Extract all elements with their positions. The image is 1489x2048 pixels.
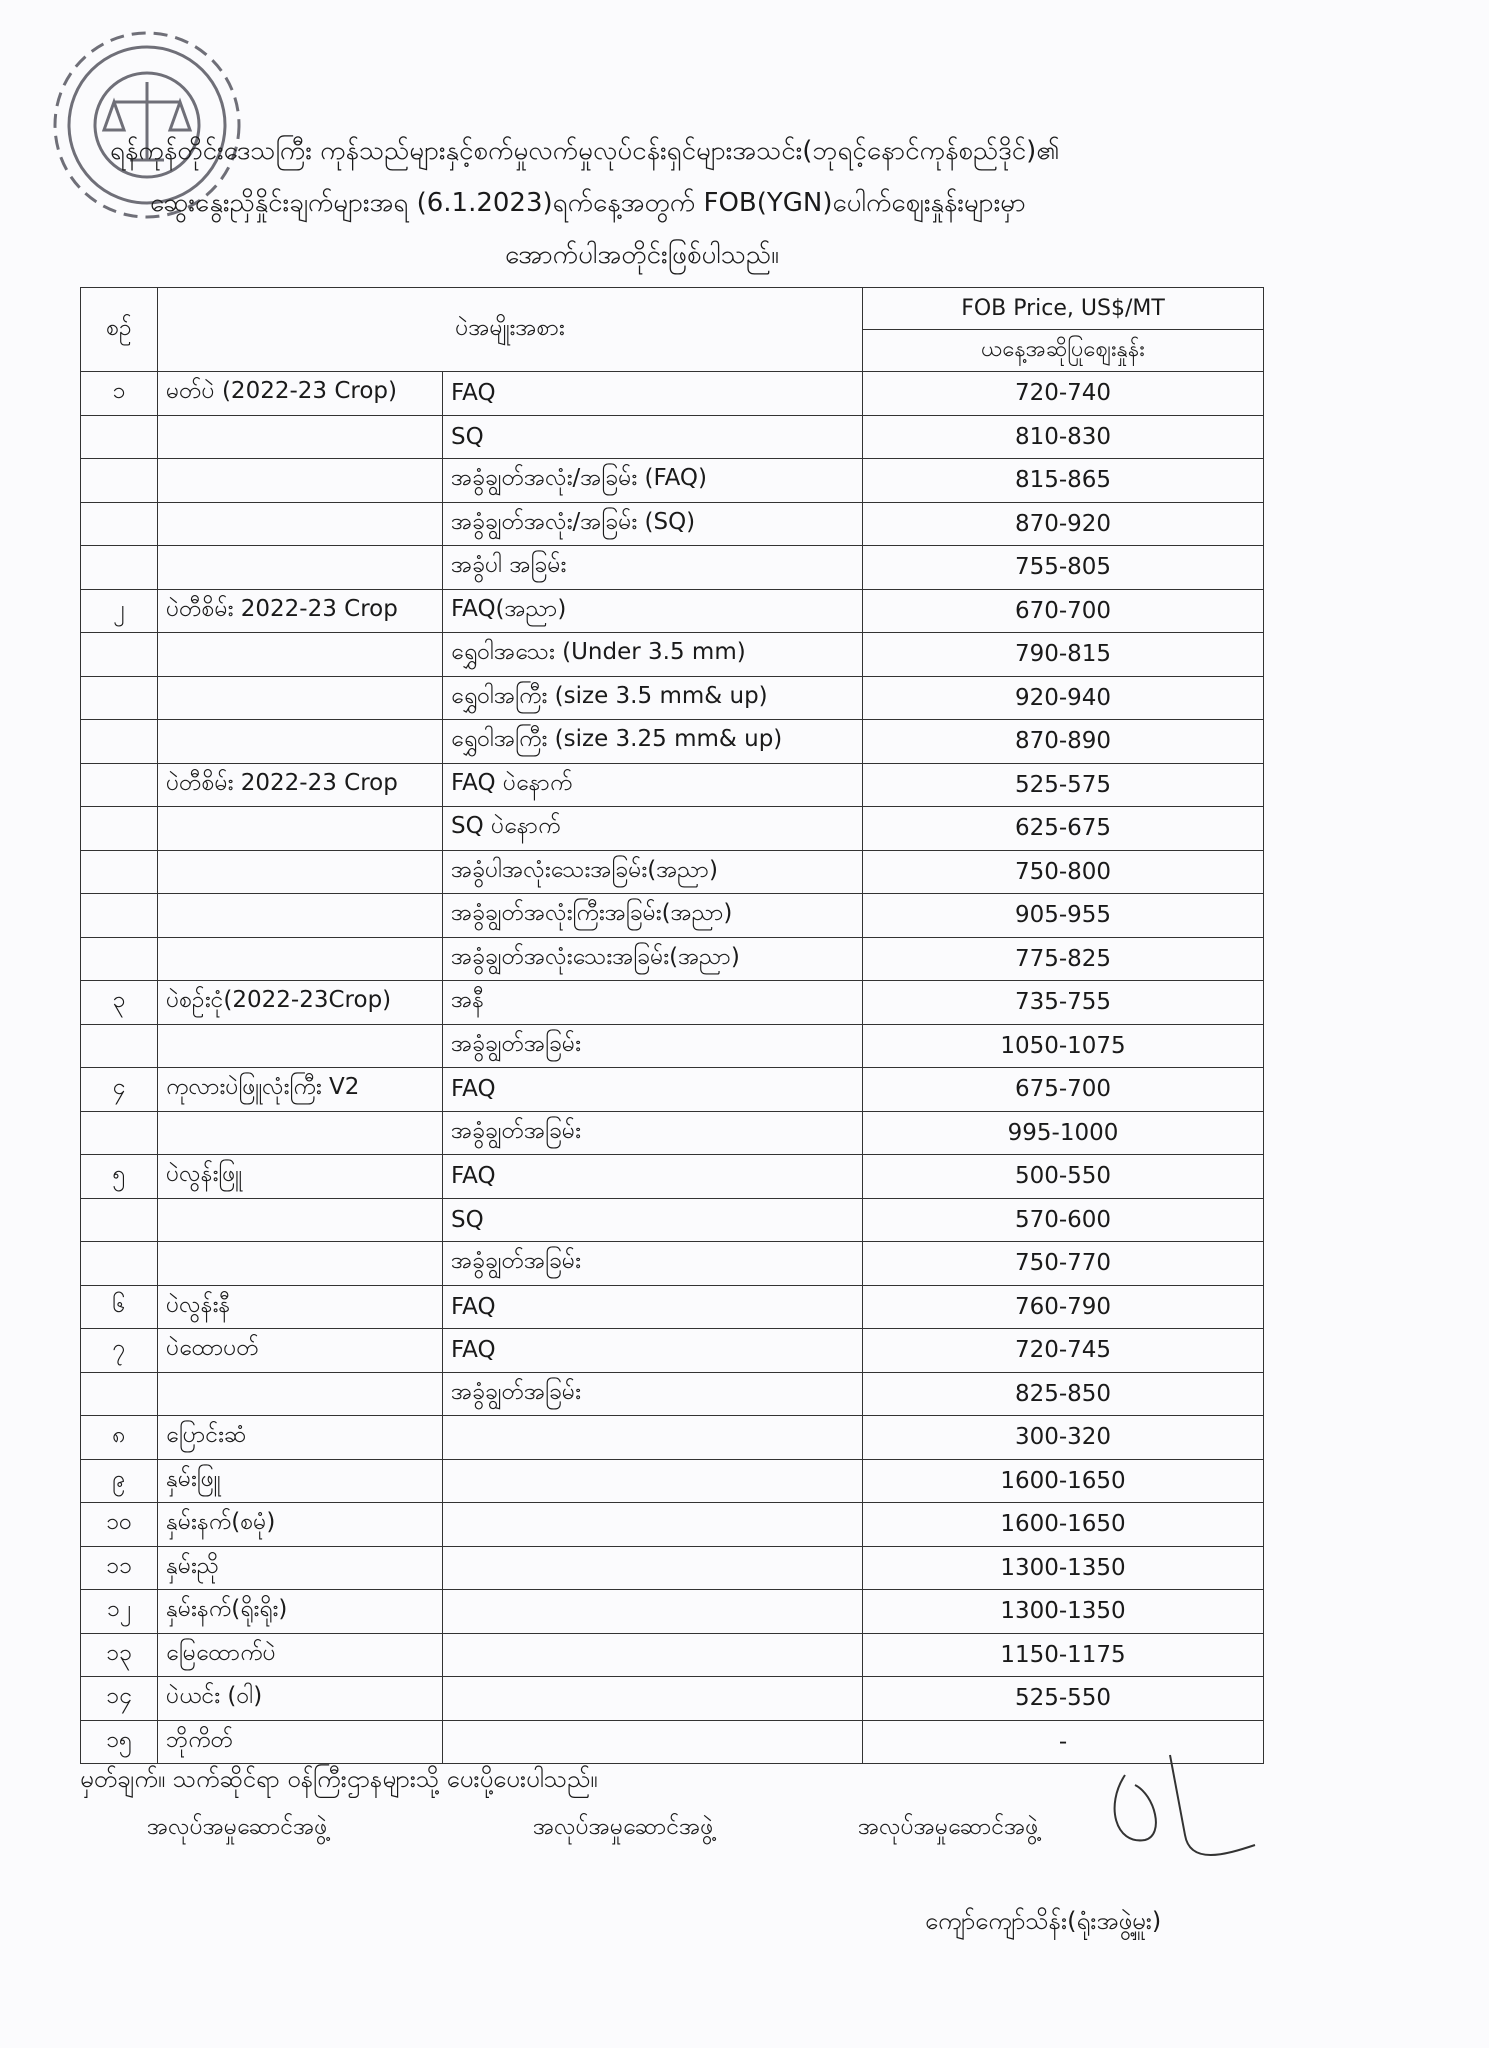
row-bean-name: ပဲယင်း (ဝါ) — [158, 1677, 443, 1721]
row-bean-name: ပဲလွန်းဖြူ — [158, 1155, 443, 1199]
row-grade: အခွံချွတ်အခြမ်း — [443, 1111, 863, 1155]
row-bean-name: ပြောင်းဆံ — [158, 1416, 443, 1460]
row-price: 1300-1350 — [863, 1590, 1264, 1634]
row-bean-name — [158, 894, 443, 938]
row-price: 870-890 — [863, 720, 1264, 764]
row-bean-name — [158, 676, 443, 720]
row-grade — [443, 1590, 863, 1634]
row-grade: အခွံပါ အခြမ်း — [443, 546, 863, 590]
row-bean-name: ပဲလွန်းနီ — [158, 1285, 443, 1329]
row-grade — [443, 1546, 863, 1590]
table-row — [81, 1459, 1264, 1503]
row-bean-name — [158, 1242, 443, 1286]
row-grade: FAQ — [443, 372, 863, 416]
table-row — [81, 1155, 1264, 1199]
row-bean-name — [158, 459, 443, 503]
row-number — [81, 1242, 158, 1286]
table-row — [81, 415, 1264, 459]
row-bean-name — [158, 546, 443, 590]
table-row — [81, 1633, 1264, 1677]
row-bean-name: ပဲထောပတ် — [158, 1329, 443, 1373]
row-price: - — [863, 1720, 1264, 1764]
row-grade: ရွှေဝါအကြီး (size 3.25 mm& up) — [443, 720, 863, 764]
header-line-2: ဆွေးနွေးညှိနှိုင်းချက်များအရ (6.1.2023)ရက်နေ့အတွက် FOB(YGN)ပေါက်ဈေးနှုန်းများမှာ — [150, 188, 1026, 218]
row-number — [81, 894, 158, 938]
row-bean-name — [158, 633, 443, 677]
row-number: ၃ — [81, 981, 158, 1025]
table-row — [81, 633, 1264, 677]
row-price: 300-320 — [863, 1416, 1264, 1460]
table-row — [81, 589, 1264, 633]
row-number: ၁၂ — [81, 1590, 158, 1634]
table-row — [81, 372, 1264, 416]
row-number: ၁၅ — [81, 1720, 158, 1764]
table-row — [81, 981, 1264, 1025]
row-bean-name: မြေထောက်ပဲ — [158, 1633, 443, 1677]
table-row — [81, 1329, 1264, 1373]
row-grade — [443, 1459, 863, 1503]
row-price: 1150-1175 — [863, 1633, 1264, 1677]
row-price: 760-790 — [863, 1285, 1264, 1329]
table-header-row — [81, 288, 1264, 330]
row-grade — [443, 1416, 863, 1460]
row-bean-name: ဘိုကိတ် — [158, 1720, 443, 1764]
row-number: ၁၃ — [81, 1633, 158, 1677]
row-number: ၉ — [81, 1459, 158, 1503]
row-bean-name: နှမ်းဖြူ — [158, 1459, 443, 1503]
row-grade: အခွံချွတ်အခြမ်း — [443, 1372, 863, 1416]
row-price: 735-755 — [863, 981, 1264, 1025]
row-grade: FAQ — [443, 1155, 863, 1199]
row-number: ၁၀ — [81, 1503, 158, 1547]
row-grade: SQ — [443, 1198, 863, 1242]
row-bean-name — [158, 720, 443, 764]
table-row — [81, 850, 1264, 894]
row-price: 870-920 — [863, 502, 1264, 546]
row-grade: SQ ပဲနောက် — [443, 807, 863, 851]
row-number — [81, 720, 158, 764]
row-bean-name — [158, 937, 443, 981]
row-price: 570-600 — [863, 1198, 1264, 1242]
row-bean-name — [158, 807, 443, 851]
row-price: 750-770 — [863, 1242, 1264, 1286]
row-grade: FAQ — [443, 1329, 863, 1373]
table-row — [81, 1068, 1264, 1112]
table-row — [81, 807, 1264, 851]
row-number: ၈ — [81, 1416, 158, 1460]
row-number — [81, 937, 158, 981]
row-grade: အခွံချွတ်အလုံးကြီးအခြမ်း(အညာ) — [443, 894, 863, 938]
row-grade: FAQ — [443, 1285, 863, 1329]
table-row — [81, 1198, 1264, 1242]
row-grade: အခွံချွတ်အလုံး/အခြမ်း (SQ) — [443, 502, 863, 546]
signatory-2: အလုပ်အမှုဆောင်အဖွဲ့ — [533, 1814, 714, 1840]
row-bean-name: ကုလားပဲဖြူလုံးကြီး V2 — [158, 1068, 443, 1112]
row-price: 750-800 — [863, 850, 1264, 894]
row-price: 525-550 — [863, 1677, 1264, 1721]
row-bean-name — [158, 1198, 443, 1242]
row-number: ၄ — [81, 1068, 158, 1112]
handwritten-signature — [1085, 1745, 1285, 1885]
column-header-no: စဉ် — [81, 288, 158, 372]
row-price: 1050-1075 — [863, 1024, 1264, 1068]
row-number — [81, 1111, 158, 1155]
column-header-bean-type: ပဲအမျိုးအစား — [158, 288, 863, 372]
table-row — [81, 1024, 1264, 1068]
row-grade: အခွံပါအလုံးသေးအခြမ်း(အညာ) — [443, 850, 863, 894]
row-number — [81, 1198, 158, 1242]
column-header-fob-price: FOB Price, US$/MT — [863, 288, 1264, 330]
row-price: 905-955 — [863, 894, 1264, 938]
row-price: 755-805 — [863, 546, 1264, 590]
row-grade: အခွံချွတ်အလုံး/အခြမ်း (FAQ) — [443, 459, 863, 503]
row-grade — [443, 1677, 863, 1721]
table-row — [81, 937, 1264, 981]
row-number: ၁၁ — [81, 1546, 158, 1590]
table-row — [81, 1503, 1264, 1547]
row-price: 815-865 — [863, 459, 1264, 503]
row-bean-name — [158, 502, 443, 546]
row-number — [81, 502, 158, 546]
row-bean-name: နှမ်းညို — [158, 1546, 443, 1590]
row-price: 720-745 — [863, 1329, 1264, 1373]
row-grade — [443, 1720, 863, 1764]
row-price: 500-550 — [863, 1155, 1264, 1199]
signatory-3: အလုပ်အမှုဆောင်အဖွဲ့ — [858, 1814, 1039, 1840]
table-row — [81, 502, 1264, 546]
row-grade: FAQ(အညာ) — [443, 589, 863, 633]
row-number: ၇ — [81, 1329, 158, 1373]
row-price: 1600-1650 — [863, 1503, 1264, 1547]
table-row — [81, 720, 1264, 764]
row-price: 525-575 — [863, 763, 1264, 807]
table-row — [81, 763, 1264, 807]
row-number — [81, 1024, 158, 1068]
table-row — [81, 1416, 1264, 1460]
row-number — [81, 807, 158, 851]
row-bean-name — [158, 1024, 443, 1068]
row-price: 920-940 — [863, 676, 1264, 720]
row-price: 675-700 — [863, 1068, 1264, 1112]
row-price: 625-675 — [863, 807, 1264, 851]
row-bean-name: နှမ်းနက်(စမုံ) — [158, 1503, 443, 1547]
row-bean-name — [158, 1372, 443, 1416]
row-price: 1300-1350 — [863, 1546, 1264, 1590]
row-grade — [443, 1633, 863, 1677]
row-bean-name — [158, 415, 443, 459]
column-header-proposed-price: ယနေ့အဆိုပြုဈေးနှုန်း — [863, 330, 1264, 372]
table-row — [81, 1111, 1264, 1155]
row-number: ၅ — [81, 1155, 158, 1199]
row-bean-name — [158, 1111, 443, 1155]
table-row — [81, 1242, 1264, 1286]
row-number: ၆ — [81, 1285, 158, 1329]
price-table — [80, 287, 1264, 1764]
row-grade — [443, 1503, 863, 1547]
table-row — [81, 676, 1264, 720]
row-number — [81, 459, 158, 503]
row-price: 790-815 — [863, 633, 1264, 677]
row-number — [81, 850, 158, 894]
row-bean-name — [158, 850, 443, 894]
row-number — [81, 763, 158, 807]
row-number — [81, 546, 158, 590]
row-price: 775-825 — [863, 937, 1264, 981]
signer-name: ကျော်ကျော်သိန်း(ရုံးအဖွဲ့မှူး) — [925, 1907, 1162, 1935]
row-number — [81, 633, 158, 677]
row-grade: အခွံချွတ်အခြမ်း — [443, 1024, 863, 1068]
row-price: 825-850 — [863, 1372, 1264, 1416]
table-row — [81, 1372, 1264, 1416]
table-row — [81, 546, 1264, 590]
table-row — [81, 1546, 1264, 1590]
row-grade: အနီ — [443, 981, 863, 1025]
row-grade: SQ — [443, 415, 863, 459]
document-header — [90, 125, 1290, 281]
table-row — [81, 1285, 1264, 1329]
remark-note: မှတ်ချက်။ သက်ဆိုင်ရာ ဝန်ကြီးဌာနများသို့ ပေးပို့ပေးပါသည်။ — [80, 1765, 598, 1793]
row-price: 720-740 — [863, 372, 1264, 416]
row-bean-name: ပဲတီစိမ်း 2022-23 Crop — [158, 763, 443, 807]
row-price: 810-830 — [863, 415, 1264, 459]
row-bean-name: ပဲတီစိမ်း 2022-23 Crop — [158, 589, 443, 633]
table-row — [81, 1677, 1264, 1721]
row-number — [81, 1372, 158, 1416]
row-number — [81, 676, 158, 720]
table-row — [81, 894, 1264, 938]
row-number — [81, 415, 158, 459]
table-row — [81, 459, 1264, 503]
header-line-1: ရန်ကုန်တိုင်းဒေသကြီး ကုန်သည်များနှင့်စက်မှုလက်မှုလုပ်ငန်းရှင်များအသင်း(ဘုရင့်နောင်ကုန်စည်ဒိုင်)၏ — [110, 136, 1060, 166]
row-price: 1600-1650 — [863, 1459, 1264, 1503]
row-grade: FAQ ပဲနောက် — [443, 763, 863, 807]
row-grade: ရွှေဝါအကြီး (size 3.5 mm& up) — [443, 676, 863, 720]
signatory-1: အလုပ်အမှုဆောင်အဖွဲ့ — [147, 1814, 328, 1840]
row-bean-name: မတ်ပဲ (2022-23 Crop) — [158, 372, 443, 416]
row-number: ၁ — [81, 372, 158, 416]
row-grade: FAQ — [443, 1068, 863, 1112]
row-price: 995-1000 — [863, 1111, 1264, 1155]
row-number: ၂ — [81, 589, 158, 633]
row-grade: ရွှေဝါအသေး (Under 3.5 mm) — [443, 633, 863, 677]
header-line-3: အောက်ပါအတိုင်းဖြစ်ပါသည်။ — [505, 240, 779, 270]
row-grade: အခွံချွတ်အလုံးသေးအခြမ်း(အညာ) — [443, 937, 863, 981]
table-row — [81, 1590, 1264, 1634]
row-number: ၁၄ — [81, 1677, 158, 1721]
row-grade: အခွံချွတ်အခြမ်း — [443, 1242, 863, 1286]
row-bean-name: နှမ်းနက်(ရိုးရိုး) — [158, 1590, 443, 1634]
row-price: 670-700 — [863, 589, 1264, 633]
row-bean-name: ပဲစဉ်းငုံ(2022-23Crop) — [158, 981, 443, 1025]
